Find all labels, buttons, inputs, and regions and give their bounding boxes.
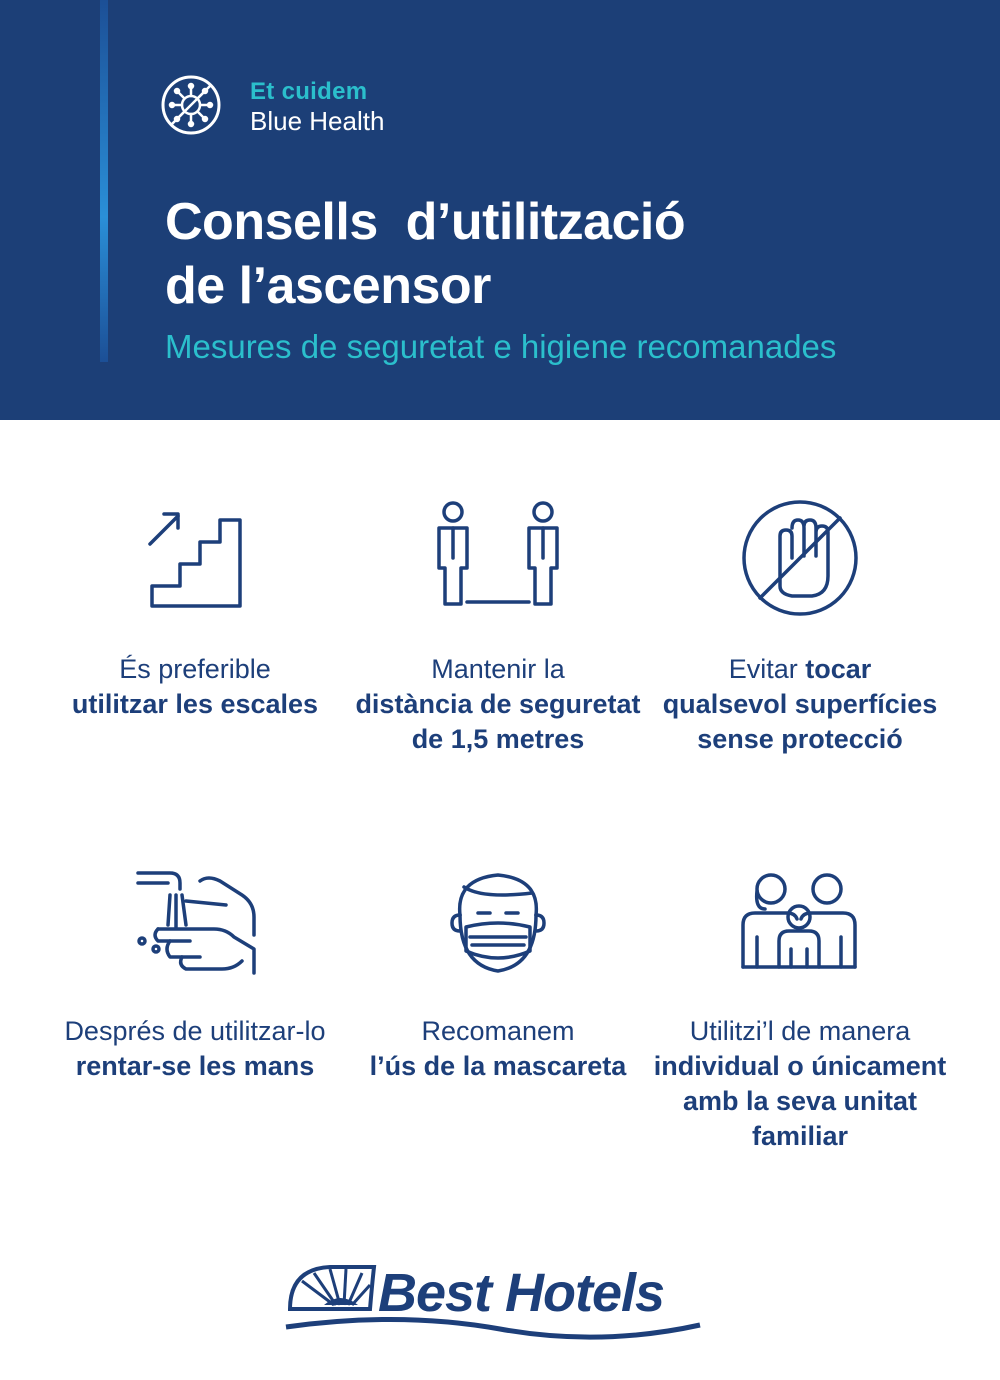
tip-caption (348, 1014, 648, 1084)
face-mask-icon (438, 865, 558, 980)
brand-program-name: Blue Health (250, 106, 385, 136)
hand-wash-icon (130, 865, 260, 980)
tip-text-normal: Mantenir la (431, 654, 565, 684)
tip-caption (650, 652, 950, 757)
tip-wear-mask (348, 865, 648, 1084)
tip-text-bold: individual o únicament amb la seva unitat familiar (653, 1051, 947, 1151)
tip-keep-distance (348, 498, 648, 757)
page-subtitle: Mesures de seguretat e higiene recomanades (165, 328, 837, 365)
tip-text-bold: rentar-se les mans (75, 1051, 315, 1081)
virus-badge-icon (160, 74, 222, 136)
tip-caption (45, 652, 345, 722)
tip-text-normal: Després de utilitzar-lo (64, 1016, 326, 1046)
tip-text-normal: És preferible (119, 654, 271, 684)
tip-caption (348, 652, 648, 757)
header-banner (0, 0, 1000, 420)
tip-use-stairs (45, 498, 345, 722)
tip-text-normal: Utilitzi’l de manera (689, 1016, 911, 1046)
brand-tagline: Et cuidem (250, 78, 368, 105)
no-touch-icon (740, 498, 860, 618)
tip-text-normal: Evitar (728, 654, 798, 684)
logo-wordmark: Best Hotels (378, 1263, 665, 1323)
tip-caption (45, 1014, 345, 1084)
tip-wash-hands (45, 865, 345, 1084)
tip-text-bold: qualsevol superfícies sense protecció (662, 689, 938, 754)
title-line-2: de l’ascensor (165, 257, 491, 315)
social-distance-icon (423, 498, 573, 618)
tip-text-line-1 (650, 652, 950, 687)
tip-caption (650, 1014, 950, 1154)
tip-avoid-touching (650, 498, 950, 757)
tip-text-bold: utilitzar les escales (71, 689, 319, 719)
accent-bar (100, 0, 108, 362)
tip-text-bold: distància de seguretat de 1,5 metres (355, 689, 641, 754)
page-title (165, 190, 685, 318)
tip-text-normal: Recomanem (421, 1016, 575, 1046)
family-icon (735, 865, 865, 980)
tip-text-bold: l’ús de la mascareta (369, 1051, 627, 1081)
stairs-icon (140, 498, 250, 618)
tip-text-bold-inline: tocar (805, 654, 872, 684)
tip-family-unit (650, 865, 950, 1154)
title-line-1: Consells d’utilització (165, 193, 686, 251)
